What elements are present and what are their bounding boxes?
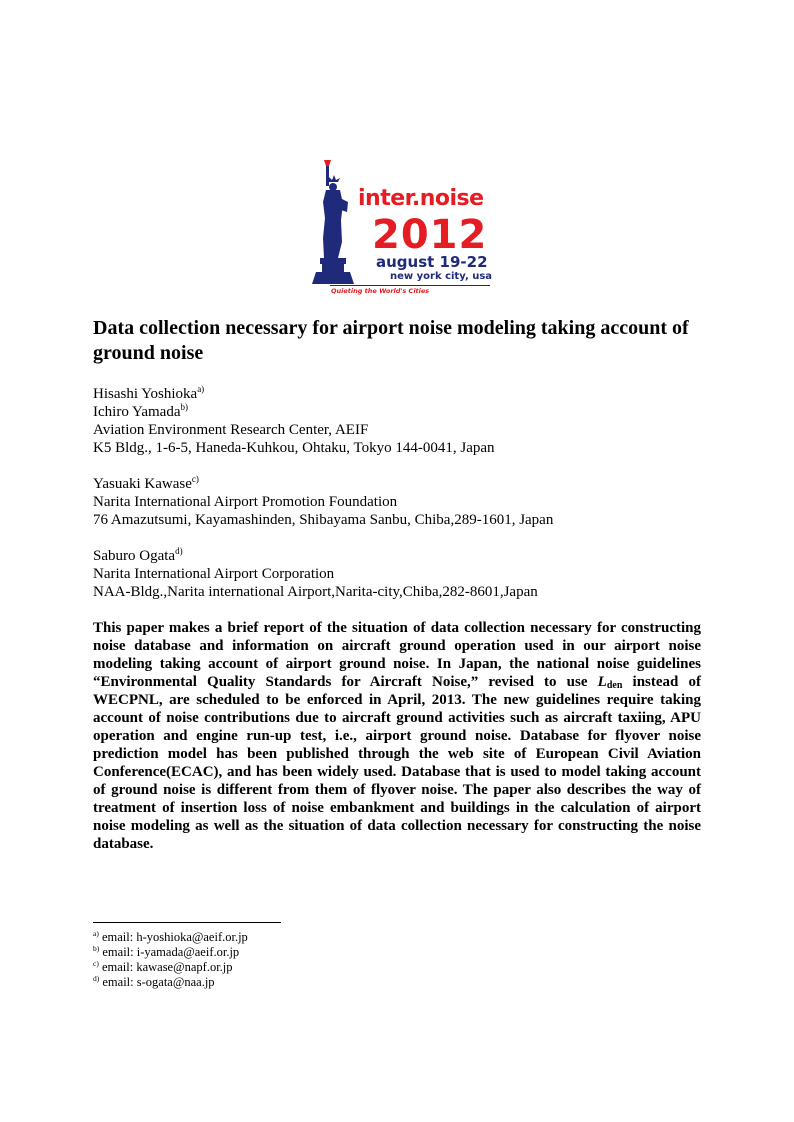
abstract-symbol-sub: den [606,680,623,691]
author-line [93,475,553,493]
footnote-text: email: s-ogata@naa.jp [102,975,215,989]
footnote-rule [93,922,281,923]
paper-title: Data collection necessary for airport noise modeling taking account of ground noise [93,317,689,364]
logo-divider [330,285,490,286]
abstract-part-2: instead of WECPNL, are scheduled to be enforced in April, 2013. The new guidelines require taking account of noise contributions due to aircraft ground activities such as aircraft taxiing, APU operation and engine run-up test, i.e., airport ground noise. Database for flyover noise prediction model has been published through the web site of European Civil Aviation Conference(ECAC), and has been widely used. Database that is used to model taking account of ground noise is different from them of flyover noise. The paper also describes the way of treatment of insertion loss of noise embankment and buildings in the calculation of airport noise modeling as well as the situation of data collection necessary for constructing the noise database. [93,674,701,852]
footnotes [93,930,248,990]
author-name: Saburo Ogata [93,548,176,564]
author-block-1 [93,385,495,457]
affiliation: Narita International Airport Promotion Foundation [93,494,398,510]
address: 76 Amazutsumi, Kayamashinden, Shibayama Sanbu, Chiba,289-1601, Japan [93,512,554,528]
author-name: Yasuaki Kawase [93,476,192,492]
logo-title: inter.noise [358,186,484,211]
author-mark: b) [180,402,188,412]
author-name: Hisashi Yoshioka [93,386,198,402]
abstract-symbol: L [597,674,607,690]
footnote-mark: a) [93,929,99,938]
address: NAA-Bldg.,Narita international Airport,Narita-city,Chiba,282-8601,Japan [93,584,538,600]
logo-location: new york city, usa [390,271,493,282]
author-name: Ichiro Yamada [93,404,181,420]
affiliation: Narita International Airport Corporation [93,566,335,582]
abstract-part-1: This paper makes a brief report of the situation of data collection necessary for constructing noise database and information on aircraft ground operation used in our airport noise modeling taking account of airport ground noise. In Japan, the national noise guidelines “Environmental Quality Standards for Aircraft Noise,” revised to use [93,620,701,690]
author-block-2 [93,475,553,529]
author-mark: d) [175,546,183,556]
author-line [93,403,495,421]
footnote-text: email: kawase@napf.or.jp [101,960,233,974]
logo-tagline: Quieting the World's Cities [331,287,430,295]
logo-dates: august 19-22 [376,253,488,271]
footnote-mark: b) [93,944,100,953]
footnote-item [93,975,248,990]
affiliation: Aviation Environment Research Center, AEIF [93,422,369,438]
author-mark: a) [197,384,205,394]
footnote-item [93,945,248,960]
footnote-text: email: h-yoshioka@aeif.or.jp [101,930,248,944]
conference-logo [310,158,493,302]
logo-year: 2012 [372,212,488,258]
footnote-text: email: i-yamada@aeif.or.jp [102,945,240,959]
footnote-item [93,960,248,975]
author-block-3 [93,547,538,601]
address: K5 Bldg., 1-6-5, Haneda-Kuhkou, Ohtaku, Tokyo 144-0041, Japan [93,440,495,456]
author-mark: c) [191,474,199,484]
author-line [93,385,495,403]
author-line [93,547,538,565]
footnote-mark: d) [93,974,100,983]
abstract [93,619,701,853]
footnote-mark: c) [93,959,99,968]
footnote-item [93,930,248,945]
